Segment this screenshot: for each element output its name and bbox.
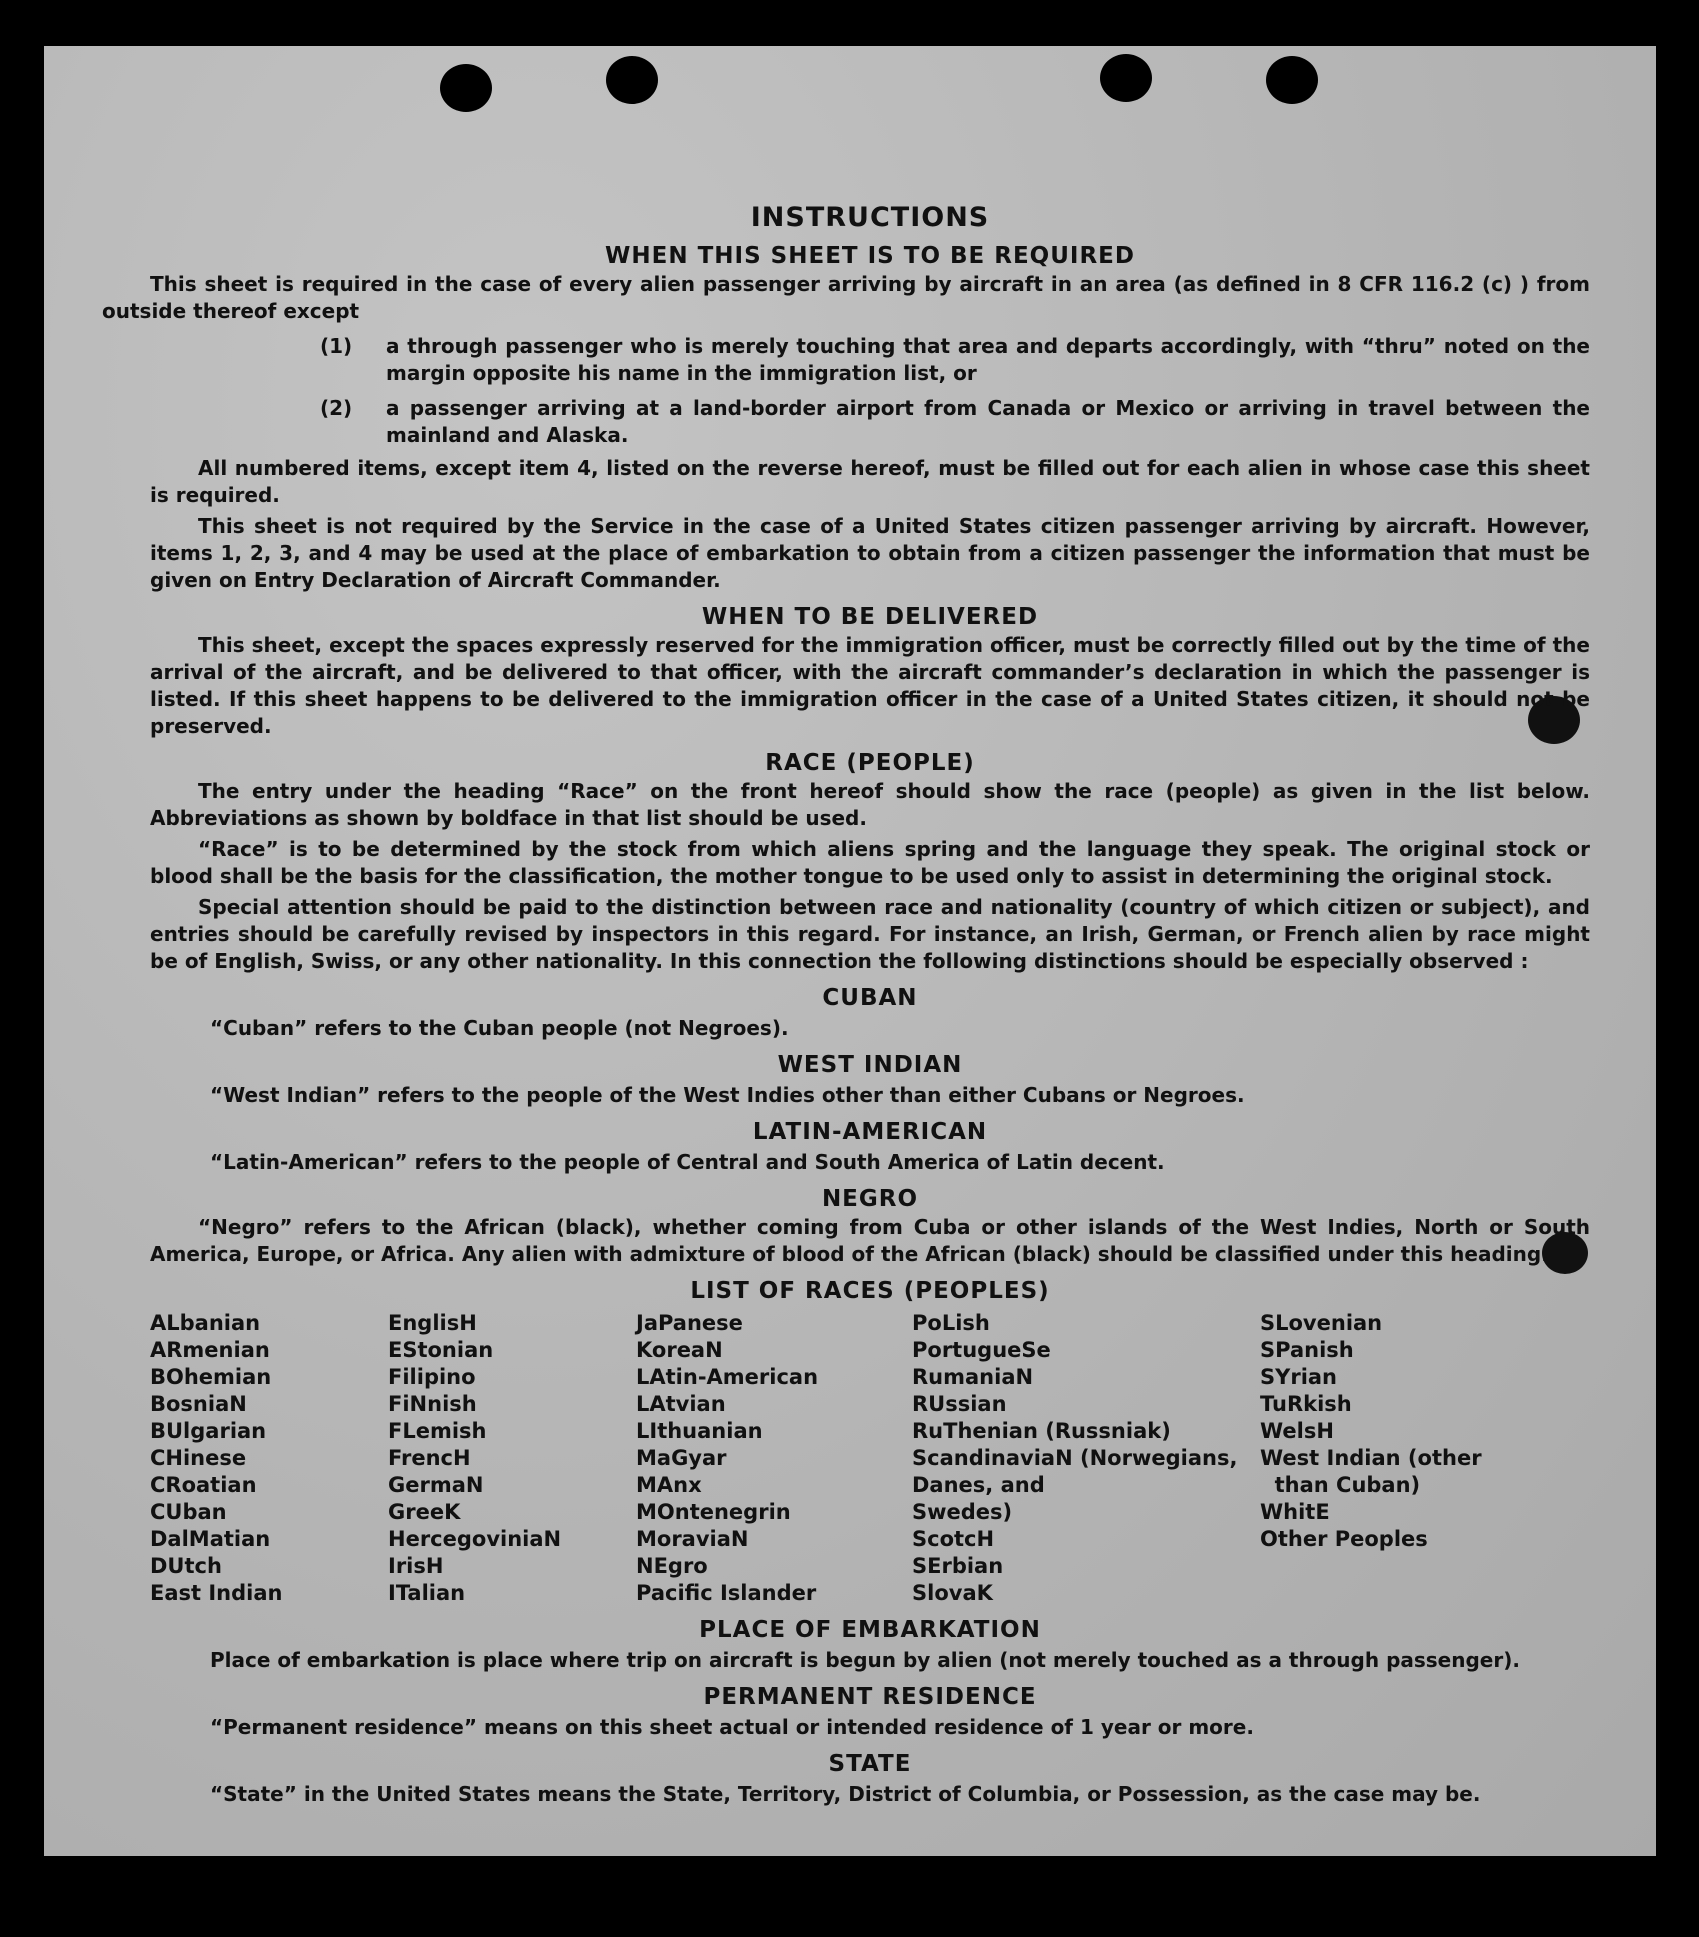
race-entry: CHinese (150, 1446, 247, 1470)
race-entry: ITalian (388, 1581, 466, 1605)
races-column-5 (1260, 1310, 1560, 1607)
race-entry: EnglisH (388, 1311, 477, 1335)
document-title: INSTRUCTIONS (750, 202, 990, 233)
race-entry: IrisH (388, 1554, 444, 1578)
cuban-definition: “Cuban” refers to the Cuban people (not Negroes). (210, 1016, 789, 1040)
section-heading-state: STATE (828, 1751, 912, 1777)
race-entry: East Indian (150, 1581, 283, 1605)
instructions-content (102, 166, 1590, 1812)
race-entry: Swedes) (912, 1500, 1013, 1524)
punch-hole (1100, 54, 1152, 102)
race-entry: RumaniaN (912, 1365, 1034, 1389)
race-entry: MAnx (636, 1473, 702, 1497)
race-entry: BUlgarian (150, 1419, 267, 1443)
race-entry: RuThenian (Russniak) (912, 1419, 1171, 1443)
race-entry: MaGyar (636, 1446, 727, 1470)
race-entry: KoreaN (636, 1338, 723, 1362)
document-sheet (44, 46, 1656, 1856)
race-entry: JaPanese (636, 1311, 743, 1335)
race-entry: PoLish (912, 1311, 990, 1335)
section-heading-race: RACE (PEOPLE) (765, 750, 975, 776)
race-entry: HercegoviniaN (388, 1527, 562, 1551)
embarkation-definition: Place of embarkation is place where trip on aircraft is begun by alien (not merely touched as a through passenger). (210, 1648, 1520, 1672)
section-heading-residence: PERMANENT RESIDENCE (703, 1684, 1037, 1710)
exception-item-2 (320, 395, 1590, 449)
race-entry: LAtvian (636, 1392, 726, 1416)
race-entry: SErbian (912, 1554, 1004, 1578)
race-entry: RUssian (912, 1392, 1007, 1416)
race-entry: BOhemian (150, 1365, 272, 1389)
race-entry: SYrian (1260, 1365, 1338, 1389)
race-entry: EStonian (388, 1338, 494, 1362)
race-entry: SPanish (1260, 1338, 1354, 1362)
races-column-1 (150, 1310, 388, 1607)
race-entry: ARmenian (150, 1338, 270, 1362)
race-entry: than Cuban) (1260, 1473, 1421, 1497)
race-entry: ScandinaviaN (Norwegians, (912, 1446, 1238, 1470)
race-entry: FrencH (388, 1446, 471, 1470)
item-text: a through passenger who is merely touching that area and departs accordingly, with “thru” noted on the margin opposite his name in the immigration list, or (386, 334, 1590, 385)
race-entry: ALbanian (150, 1311, 261, 1335)
west-indian-definition: “West Indian” refers to the people of the West Indies other than either Cubans or Negroes. (210, 1083, 1245, 1107)
required-para-2: All numbered items, except item 4, listed on the reverse hereof, must be filled out for each alien in whose case this sheet is required. (150, 456, 1590, 507)
race-entry: DUtch (150, 1554, 222, 1578)
race-entry: CRoatian (150, 1473, 257, 1497)
section-heading-cuban: CUBAN (822, 985, 918, 1011)
required-para-3: This sheet is not required by the Service in the case of a United States citizen passenger arriving by aircraft. However, items 1, 2, 3, and 4 may be used at the place of embarkation to obtain from a citizen passenger the information that must be given on Entry Declaration of Aircraft Commander. (150, 514, 1590, 592)
race-para-2: “Race” is to be determined by the stock from which aliens spring and the language they speak. The original stock or blood shall be the basis for the classification, the mother tongue to be used only to assist in determining the original stock. (150, 837, 1590, 888)
race-entry: BosniaN (150, 1392, 247, 1416)
race-entry: Filipino (388, 1365, 476, 1389)
race-entry: MoraviaN (636, 1527, 749, 1551)
race-entry: FLemish (388, 1419, 487, 1443)
races-column-3 (636, 1310, 912, 1607)
section-heading-latin-american: LATIN-AMERICAN (752, 1119, 988, 1145)
punch-hole (1266, 56, 1318, 104)
race-entry: FiNnish (388, 1392, 477, 1416)
section-heading-embarkation: PLACE OF EMBARKATION (699, 1617, 1041, 1643)
race-entry: TuRkish (1260, 1392, 1352, 1416)
punch-hole (606, 56, 658, 104)
race-para-1: The entry under the heading “Race” on the front hereof should show the race (people) as given in the list below. Abbreviations as shown by boldface in that list should be used. (150, 779, 1590, 830)
required-intro: This sheet is required in the case of every alien passenger arriving by aircraft in an area (as defined in 8 CFR 116.2 (c) ) from outside thereof except (102, 272, 1590, 323)
punch-hole (440, 64, 492, 112)
race-entry: WhitE (1260, 1500, 1330, 1524)
race-entry: WelsH (1260, 1419, 1334, 1443)
section-heading-west-indian: WEST INDIAN (777, 1052, 963, 1078)
item-number: (1) (320, 334, 353, 358)
residence-definition: “Permanent residence” means on this sheet actual or intended residence of 1 year or more. (210, 1715, 1254, 1739)
races-column-2 (388, 1310, 636, 1607)
races-list (150, 1310, 1590, 1607)
section-heading-negro: NEGRO (821, 1186, 919, 1212)
race-entry: Pacific Islander (636, 1581, 817, 1605)
section-heading-required: WHEN THIS SHEET IS TO BE REQUIRED (605, 243, 1135, 269)
race-entry: SLovenian (1260, 1311, 1383, 1335)
section-heading-races-list: LIST OF RACES (PEOPLES) (690, 1278, 1050, 1304)
race-para-3: Special attention should be paid to the distinction between race and nationality (country of which citizen or subject), and entries should be carefully revised by inspectors in this regard. For instance, an Irish, German, or French alien by race might be of English, Swiss, or any other nationality. In this connection the following distinctions should be especially observed : (150, 895, 1590, 973)
race-entry: NEgro (636, 1554, 708, 1578)
race-entry: GreeK (388, 1500, 461, 1524)
race-entry: PortugueSe (912, 1338, 1051, 1362)
race-entry: CUban (150, 1500, 227, 1524)
race-entry: ScotcH (912, 1527, 995, 1551)
race-entry: LAtin-American (636, 1365, 819, 1389)
race-entry: MOntenegrin (636, 1500, 791, 1524)
state-definition: “State” in the United States means the State, Territory, District of Columbia, or Possession, as the case may be. (210, 1782, 1481, 1806)
exception-item-1 (320, 333, 1590, 387)
delivered-para: This sheet, except the spaces expressly reserved for the immigration officer, must be correctly filled out by the time of the arrival of the aircraft, and be delivered to that officer, with the aircraft commander’s declaration in which the passenger is listed. If this sheet happens to be delivered to the immigration officer in the case of a United States citizen, it should not be preserved. (150, 633, 1590, 738)
race-entry: Danes, and (912, 1473, 1045, 1497)
race-entry: GermaN (388, 1473, 484, 1497)
race-entry: SlovaK (912, 1581, 993, 1605)
item-text: a passenger arriving at a land-border airport from Canada or Mexico or arriving in travel between the mainland and Alaska. (386, 396, 1590, 447)
race-entry: LIthuanian (636, 1419, 763, 1443)
race-entry: DalMatian (150, 1527, 271, 1551)
race-entry: Other Peoples (1260, 1527, 1428, 1551)
races-column-4 (912, 1310, 1260, 1607)
race-entry: West Indian (other (1260, 1446, 1482, 1470)
latin-american-definition: “Latin-American” refers to the people of Central and South America of Latin decent. (210, 1150, 1165, 1174)
negro-definition: “Negro” refers to the African (black), whether coming from Cuba or other islands of the West Indies, North or South America, Europe, or Africa. Any alien with admixture of blood of the African (black) should be classified under this heading. (150, 1215, 1590, 1266)
item-number: (2) (320, 396, 353, 420)
section-heading-delivered: WHEN TO BE DELIVERED (701, 604, 1039, 630)
